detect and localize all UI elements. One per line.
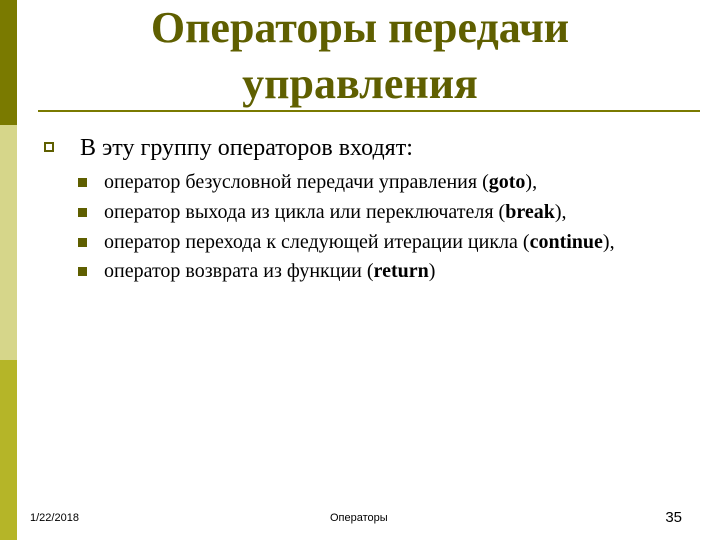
item-text-end: ), [525, 171, 538, 193]
footer-title: Операторы [330, 512, 388, 524]
keyword: return [373, 260, 429, 282]
intro-bullet [44, 133, 684, 163]
item-text: оператор выхода из цикла или переключателя ( [104, 201, 506, 223]
list-item-break [78, 200, 678, 225]
item-text-end: ), [602, 231, 615, 253]
hollow-square-bullet-icon [44, 142, 54, 152]
square-bullet-icon [78, 178, 87, 187]
operator-list [78, 170, 678, 289]
slide-title-line-2: управления [242, 59, 478, 108]
intro-text: В эту группу операторов входят: [80, 135, 413, 161]
side-strip-middle [0, 125, 17, 360]
side-strip-bottom [0, 360, 17, 540]
square-bullet-icon [78, 267, 87, 276]
item-text: оператор перехода к следующей итерации цикла ( [104, 231, 530, 253]
item-text: оператор безусловной передачи управления ( [104, 171, 489, 193]
keyword: continue [529, 231, 603, 253]
square-bullet-icon [78, 208, 87, 217]
footer-date: 1/22/2018 [30, 512, 79, 524]
item-text-end: ) [428, 260, 436, 282]
title-divider [38, 110, 700, 112]
side-strip-top [0, 0, 17, 125]
item-text: оператор возврата из функции ( [104, 260, 374, 282]
slide-title-line-1: Операторы передачи [150, 3, 570, 52]
item-text-end: ), [554, 201, 567, 223]
list-item-continue [78, 230, 678, 255]
keyword: goto [488, 171, 526, 193]
slide-title [40, 0, 680, 112]
keyword: break [505, 201, 555, 223]
list-item-return [78, 259, 678, 284]
page-number: 35 [665, 509, 682, 526]
square-bullet-icon [78, 238, 87, 247]
list-item-goto [78, 170, 678, 195]
